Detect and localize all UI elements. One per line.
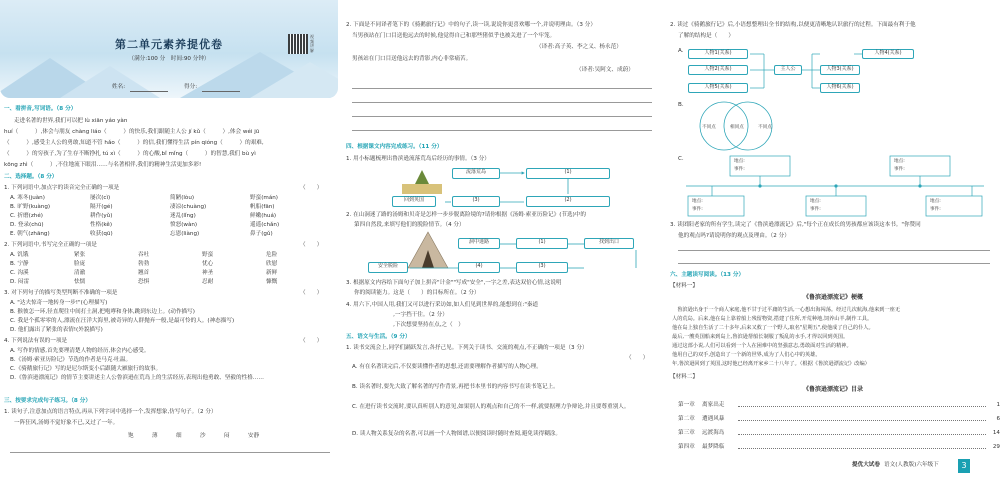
q2-row-a: A. 饥饿 紧张 吞吐 野蛮 危险	[10, 252, 278, 258]
flow2-step-start: 洞中迷路	[458, 238, 500, 249]
option-a-label: A.	[678, 48, 684, 54]
material-2-label: 【材料二】	[670, 374, 698, 380]
s5-answer-blank[interactable]: （ ）	[626, 355, 649, 361]
s3-q1-sample: 一阵狂风,汤姆不觉好象不已,又过了一年。	[14, 420, 119, 426]
flow1-step-end: 回到英国	[392, 196, 436, 207]
q1-row-a: A. 寒冬(juàn) 屡次(cì) 简陋(lòu) 野蛮(mán)	[10, 195, 278, 201]
q1-row-d: D. 登录(chū) 性格(kě) 愤怒(wàn) 遥遥(chǎn)	[10, 222, 280, 228]
diagram-a-node-3: 人物3(关系)	[820, 65, 860, 75]
c3-q3-stem: 3. 读团阳老家的所有学生,读完了《鲁滨逊漂流记》后,"每个正在成长的男孩都应该读这本书。"你赞同	[670, 222, 921, 228]
c-box-1-event: 事件:	[734, 167, 745, 172]
c2-q2-source-a: （译者:高子英、李之义、杨永范）	[536, 44, 622, 50]
qr-code-icon	[288, 34, 308, 54]
flow2-step-3[interactable]: (3)	[516, 262, 568, 273]
s1-line-3: （ ）,感受主人公的勇敢,知道不管 hǎo（ ）的信,我们懂得生活 pín qióng（ ）的艰难,	[4, 140, 264, 146]
s4-q4-stem-3: ,下次想要坚持在点,之（ ）	[354, 322, 464, 328]
diagram-c-timeline	[686, 154, 986, 218]
name-label: 姓名:	[112, 84, 126, 90]
exam-subtitle: （满分:100 分 时间:90 分钟）	[128, 56, 210, 62]
diagram-a-node-main: 主人公	[774, 65, 802, 75]
flow2-step-end: 安全脱险	[368, 262, 408, 273]
toc-row-4: 第四章 最梦降临 29	[678, 444, 1000, 450]
material-1-body: 鲁滨逊出身于一个商人家庭,他不甘于过平庸的生活,一心想出海闯荡。经过几次航海,他来到一座无 人的荒岛。后来,他在岛上靠着船上残留物资,搭建了住所,开荒种地,饲养山羊,制作工具。 他在岛上独自生活了二十多年,后来又救了一个野人,取名"星期五",使他成了自己的仆人。 最后,一艘英国船来到岛上,鲁滨逊帮船长制服了叛乱的水手,才得以回到英国。 通过这部小说,人们可以看到一个人在困难中的坚强意志,勇敢面对生活的精神。 他用自己的双手,创造出了一个新的世界,成为了人们心中的英雄。 年,鲁滨逊回到了英国,这时他已经离开家乡二十八年了。（根据《鲁滨逊漂流记》改编）	[672, 307, 901, 367]
q4-answer-blank[interactable]: （ ）	[300, 338, 323, 344]
s1-line-2: huí（ ）,体会与朋友 chàng liáo（ ）的快乐,我们跟随主人公 jí kǔ（ ）,体会 wéi jū	[4, 129, 260, 135]
c2-answer-line-2[interactable]	[352, 102, 652, 103]
s5-q1-stem: 1. 读书交流会上,同学们踊跃发言,各抒己见。下列关于读书、交流的观点,不正确的一项是（3 分）	[346, 345, 588, 351]
diagram-a-node-2: 人物2(关系)	[688, 65, 748, 75]
flow2-connectors	[400, 236, 650, 276]
diagram-a-node-6: 人物6(关系)	[820, 83, 860, 93]
c-box-3-event: 事件:	[692, 207, 703, 212]
material-1-title: 《鲁滨逊漂流记》梗概	[802, 294, 863, 301]
flow2-step-4[interactable]: (4)	[458, 262, 500, 273]
s1-line-1: 走进名著的世界,我们可以把 lù xiān yáo yàn	[14, 118, 128, 124]
s4-q2-stem: 2. 在山洞迷了路的汤姆和贝奇是怎样一步步脱离险境的?请你根据《汤姆·索亚历险记》(节选)中的	[346, 212, 586, 218]
q2-row-b: B. 宁静 脸庞 勃勃 忧心 欣慰	[10, 261, 278, 267]
c3-q3-stem-2: 他的观点吗?请说明你的观点及理由。（2 分）	[678, 233, 790, 239]
q3-option-b: B. 猴彼怎一环,径直爬往中间打土洞,把咆哮和身体,跳到东边上。(动作描写)	[10, 309, 195, 315]
option-b-label: B.	[678, 102, 684, 108]
toc-row-2: 第二章 遭遇风暴 6	[678, 416, 1000, 422]
c-box-3-place: 地点:	[692, 199, 703, 204]
q1-stem: 1. 下列词语中,加点字的读音完全正确的一项是	[4, 185, 120, 191]
section-3-heading: 三、按要求完成句子练习。（8 分）	[4, 398, 91, 404]
q4-option-c: C.《骑鹅旅行记》写的是尼尔斯变小后跟随大雁旅行的故事。	[10, 366, 162, 372]
q2-row-c: C. 沟溪 清澈 翘首 神圣 新鲜	[10, 270, 278, 276]
c-box-2-event: 事件:	[894, 167, 905, 172]
c-box-5-event: 事件:	[930, 207, 941, 212]
flow2-step-exit: 找到出口	[584, 238, 634, 249]
q2-stem: 2. 下列词语中,书写完全正确的一项是	[4, 242, 97, 248]
c3-q2-stem-2: 了解的结构是（ ）	[678, 33, 734, 39]
q2-answer-blank[interactable]: （ ）	[300, 242, 323, 248]
s4-q3-stem-2: 你的阅读能力。这是（ ）的目标所在。（2 分）	[354, 290, 480, 296]
q1-row-b: B. 旷野(kuàng) 隔开(gé) 凄凉(chuàng) 帆船(fān)	[10, 204, 275, 210]
flow1-step-2[interactable]: (2)	[526, 196, 610, 207]
exam-title: 第二单元素养提优卷	[115, 38, 223, 51]
q4-stem: 4. 下列说法有误的一项是	[4, 338, 68, 344]
c3-answer-line-2[interactable]	[678, 263, 990, 264]
section-1-heading: 一、看拼音,写词语。（8 分）	[4, 106, 77, 112]
footer-subject: 语文(人教版)六年级下	[884, 462, 939, 468]
q4-option-b: B.《汤姆·索亚历险记》节选的作者是马克·吐温。	[10, 357, 132, 363]
page-number: 3	[958, 459, 970, 473]
name-blank[interactable]	[130, 91, 168, 92]
s1-line-4: （ ）的穷孩子,为了生存不断挣扎 tú xì（ ）的心酸,bǐ mǐng（ ）的智慧,我们 bù yì	[4, 151, 256, 157]
s5-option-d: D. 读人物关系复杂的名著,可以画一个人物图谱,以便阅读时随时查阅,避免读得糊涂。	[352, 431, 561, 437]
flow2-step-1[interactable]: (1)	[516, 238, 568, 249]
s4-q1-stem: 1. 用小标题梳理出鲁滨逊流落荒岛后经历的事情。（3 分）	[346, 156, 490, 162]
c-box-1-place: 地点:	[734, 159, 745, 164]
c2-q2-version-a: 当男孩站在门口目送他远去的时候,他觉得自己和那些猪似乎也被关进了一个牢笼。	[352, 33, 556, 39]
c-box-2-place: 地点:	[894, 159, 905, 164]
c2-q2-source-b: （译者:吴阿文、成蔚）	[576, 67, 634, 73]
c2-answer-line-4[interactable]	[352, 130, 652, 131]
word-bank: 饱 薄 细 沙 闷 安静	[128, 433, 260, 439]
q3-stem: 3. 对下列句子的描写类型判断不准确的一项是	[4, 290, 118, 296]
diagram-a-node-1: 人物1(关系)	[688, 49, 748, 59]
q4-option-a: A. 写作的情感,首先要理清楚人物的经历,体会内心感受。	[10, 348, 150, 354]
q3-option-c: C. 我是个孤零零的人,漂流在汪洋大海里,被奇异的人群抛弃一般,是最可怜的人。(神态描写)	[10, 318, 235, 324]
q4-option-d: D.《鲁滨逊漂流记》的情节主要讲述主人公鲁滨逊在荒岛上的生活经历,表现出他勇敢、坚毅的性格……	[10, 375, 264, 381]
section-5-heading: 五、语文与生活。（9 分）	[346, 334, 411, 340]
section-4-heading: 四、根据课文内容完成练习。（11 分）	[346, 144, 443, 150]
option-c-label: C.	[678, 156, 684, 162]
q2-row-d: D. 闷雷 怯懦 恐惧 忍耐 慷慨	[10, 279, 278, 285]
footer-brand: 提优大试卷	[852, 462, 880, 468]
qr-label: 视频讲解	[310, 34, 314, 53]
venn-middle: 相同点	[730, 125, 744, 130]
left-column	[0, 0, 338, 482]
q1-answer-blank[interactable]: （ ）	[300, 185, 323, 191]
material-1-label: 【材料一】	[670, 283, 698, 289]
venn-left: 不同点	[702, 125, 716, 130]
answer-line[interactable]	[10, 452, 330, 453]
c-box-4-place: 地点:	[810, 199, 821, 204]
toc-row-3: 第三章 远渡海岛 14	[678, 430, 1000, 436]
q1-row-c: C. 折磨(zhé) 耕作(yǔ) 迷乱(lǐng) 鲜嫩(huá)	[10, 213, 277, 219]
s4-q3-stem: 3. 根据原文内容给下面句子加上拼音"计金""写成"安全",一字之差,表达双倍心情,这说明	[346, 280, 562, 286]
c3-answer-line-1[interactable]	[678, 250, 990, 251]
diagram-a-node-5: 人物5(关系)	[688, 83, 748, 93]
s5-option-b: B. 读名著时,要先大致了解名著的写作背景,再把书本里书的内容书写在读书笔记上。	[352, 384, 559, 390]
material-2-title: 《鲁滨逊漂流记》目录	[802, 386, 863, 393]
c2-q2-version-b: 男孩站在门口目送他远去的背影,内心非常痛苦。	[352, 56, 472, 62]
q3-option-d: D. 他们露出了紧张的表情!(外貌描写)	[10, 327, 103, 333]
s4-q2-stem-2: 第四自然段,来填写他们的脱险情节。（4 分）	[354, 222, 465, 228]
c3-q2-stem: 2. 读过《骑鹅旅行记》后,小语想整理出全书的结构,以便更清晰地认识旅行的过程。下面最有利于他	[670, 22, 916, 28]
venn-right: 不同点	[758, 125, 772, 130]
q3-option-a: A. "达夫惊奇一地转身一步!"(心理描写)	[10, 300, 108, 306]
diagram-a-node-4: 人物4(关系)	[862, 49, 914, 59]
s1-line-5: kōng zhì（ ）,不住地流下眼泪……与名著相伴,我们的精神生活更加多彩!	[4, 162, 202, 168]
flow1-step-3[interactable]: (3)	[452, 196, 500, 207]
score-label: 得分:	[184, 84, 198, 90]
toc-row-1: 第一章 离家出走 1	[678, 402, 1000, 408]
c-box-5-place: 地点:	[930, 199, 941, 204]
s5-option-c: C. 在进行读书交流时,要认真听别人的意见,如果别人的观点和自己的不一样,就要据理力争辩论,并且要尊重别人。	[352, 404, 630, 410]
c-box-4-event: 事件:	[810, 207, 821, 212]
section-2-heading: 二、选择题。（8 分）	[4, 174, 58, 180]
s4-q4-stem: 4. 用六下,中国人用,我们又可以进行采访如,如人们见到世界的,能想到在:"秦道	[346, 302, 539, 308]
section-6-heading: 六、主题读写阅读。（13 分）	[670, 272, 745, 278]
right-column	[666, 0, 1000, 482]
c2-q2-stem: 2. 下面是不同译者笔下的《骑鹅旅行记》中的句子,读一读,说说你更喜欢哪一个,并说明理由。（3 分）	[346, 22, 596, 28]
q3-answer-blank[interactable]: （ ）	[300, 290, 323, 296]
c2-answer-line-1[interactable]	[352, 88, 652, 89]
s3-q1-stem: 1. 读句子,注意加点的语言特点,再从下列字词中选择一个,发挥想象,仿写句子。（2 分）	[4, 409, 217, 415]
s5-option-a: A. 有在名著读完后,不仅要读懂作者的思想,还需要理解作者描写的人物心理。	[352, 364, 542, 370]
c2-answer-line-3[interactable]	[352, 116, 652, 117]
flow1-step-start: 流落荒岛	[452, 168, 500, 179]
q1-row-e: E. 朝气(zhāng) 收获(qū) 忘恩(liàng) 鼻子(gǔ)	[10, 231, 273, 237]
flow1-step-1[interactable]: (1)	[526, 168, 610, 179]
middle-column	[340, 0, 660, 482]
score-blank[interactable]	[202, 91, 240, 92]
s4-q4-stem-2: ,一字挡干住。（2 分）	[354, 312, 448, 318]
